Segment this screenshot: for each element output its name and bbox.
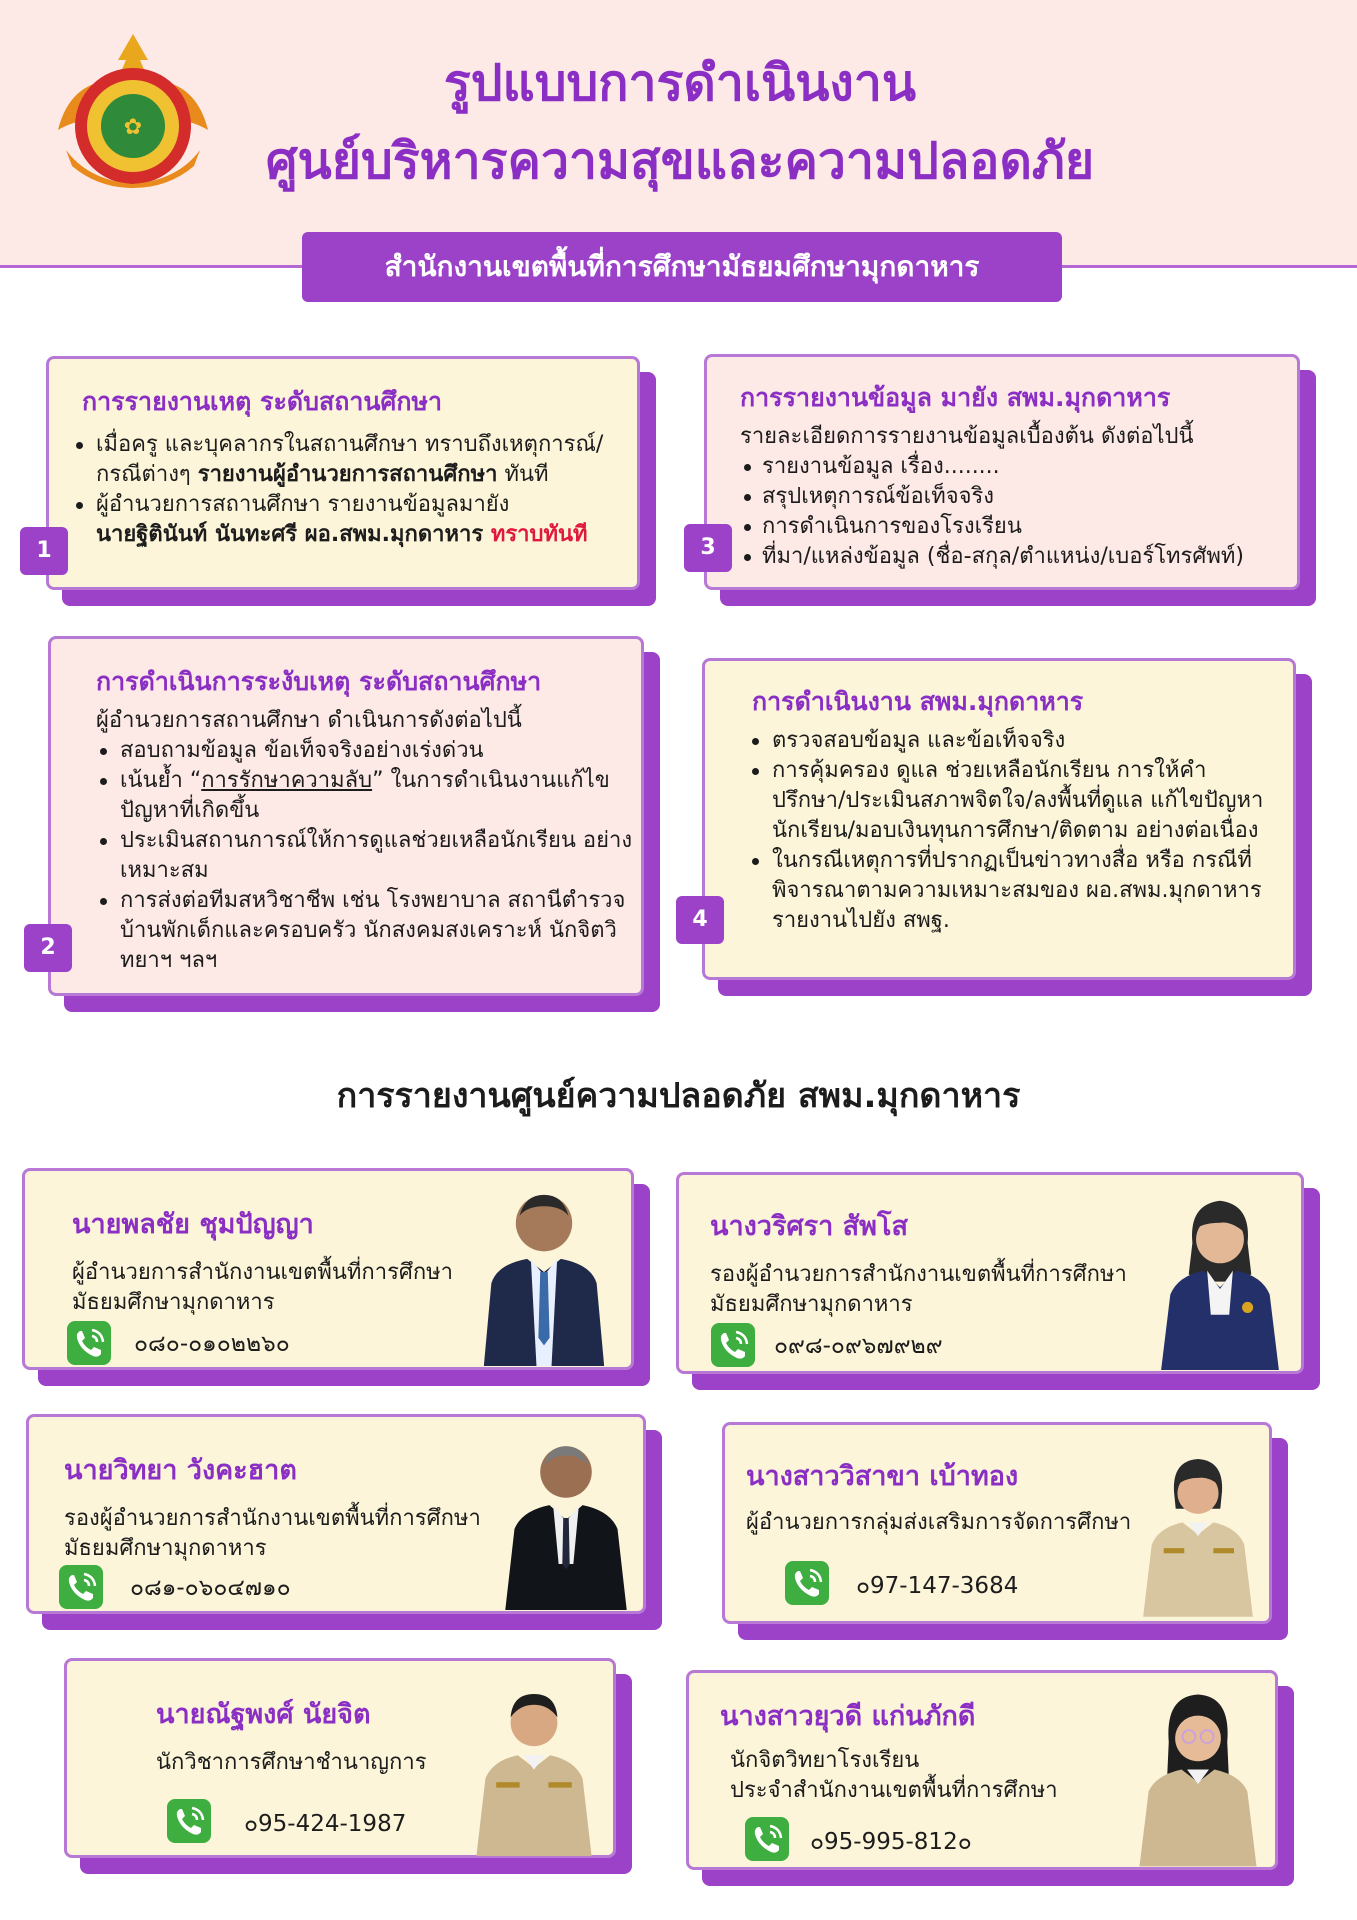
list-item: ที่มา/แหล่งข้อมูล (ชื่อ-สกุล/ตำแหน่ง/เบอร์โทรศัพท์) (740, 542, 1290, 572)
contact-phone: ๐๙๘-๐๙๖๗๙๒๙ (774, 1333, 943, 1359)
step-card-3 (704, 354, 1300, 590)
contact-phone: ๐95-424-1987 (244, 1811, 407, 1837)
list-item: สรุปเหตุการณ์ข้อเท็จจริง (740, 482, 1290, 512)
contact-role: รองผู้อำนวยการสำนักงานเขตพื้นที่การศึกษา มัธยมศึกษามุกดาหาร (710, 1262, 1127, 1317)
phone-icon (58, 1564, 104, 1610)
step-2-body: ผู้อำนวยการสถานศึกษา ดำเนินการดังต่อไปนี้ สอบถามข้อมูล ข้อเท็จจริงอย่างเร่งด่วน เน้นย้ำ “การรักษาความลับ” ในการดำเนินงานแก้ไข ปัญหาที่เกิดขึ้น ประเมินสถานการณ์ให้การดูแลช่วยเหลือนักเรียน อย่างเหมาะสม การส่งต่อทีมสหวิชาชีพ เช่น โรงพยาบาล สถานีตำรวจ บ้านพักเด็กและครอบครัว นักสงคมสงเคราะห์ นักจิตวิทยาฯ ฯลฯ (96, 706, 636, 976)
contact-phone: ๐95-995-812๐ (810, 1829, 972, 1855)
step-1-body (72, 430, 632, 550)
office-subtitle-banner: สำนักงานเขตพื้นที่การศึกษามัธยมศึกษามุกดาหาร (302, 232, 1062, 302)
step-2-number: 2 (24, 924, 72, 972)
step-4-number: 4 (676, 896, 724, 944)
contact-phone: ๐๘๑-๐๖๐๔๗๑๐ (130, 1575, 291, 1601)
contact-photo (474, 1178, 614, 1366)
list-item: รายงานข้อมูล เรื่อง........ (740, 452, 1290, 482)
contact-role: ผู้อำนวยการสำนักงานเขตพื้นที่การศึกษา มัธยมศึกษามุกดาหาร (72, 1260, 454, 1315)
page-title-line2: ศูนย์บริหารความสุขและความปลอดภัย (265, 132, 1095, 190)
step-3-number: 3 (684, 524, 732, 572)
contact-phone: ๐๘๐-๐๑๐๒๒๖๐ (134, 1331, 290, 1357)
contact-role: นักวิชาการศึกษาชำนาญการ (156, 1750, 427, 1775)
svg-text:✿: ✿ (123, 115, 143, 140)
phone-icon (166, 1798, 212, 1844)
contact-photo (1134, 1682, 1262, 1868)
contact-card-5 (64, 1658, 616, 1858)
step-3-body: รายละเอียดการรายงานข้อมูลเบื้องต้น ดังต่อไปนี้ รายงานข้อมูล เรื่อง........ สรุปเหตุการณ์ข้อเท็จจริง การดำเนินการของโรงเรียน ที่มา/แหล่งข้อมูล (ชื่อ-สกุล/ตำแหน่ง/เบอร์โทรศัพท์) (740, 422, 1290, 572)
contact-role: ผู้อำนวยการกลุ่มส่งเสริมการจัดการศึกษา (746, 1510, 1132, 1535)
page-title-line1: รูปแบบการดำเนินงาน (443, 54, 917, 112)
phone-icon (744, 1816, 790, 1862)
contact-card-3 (26, 1414, 646, 1614)
contact-role: รองผู้อำนวยการสำนักงานเขตพื้นที่การศึกษา มัธยมศึกษามุกดาหาร (64, 1506, 481, 1561)
list-item: เน้นย้ำ “การรักษาความลับ” ในการดำเนินงานแก้ไข ปัญหาที่เกิดขึ้น (96, 766, 636, 826)
contacts-heading: การรายงานศูนย์ความปลอดภัย สพม.มุกดาหาร (336, 1076, 1021, 1116)
contact-photo (1138, 1442, 1258, 1620)
list-item: การส่งต่อทีมสหวิชาชีพ เช่น โรงพยาบาล สถานีตำรวจ บ้านพักเด็กและครอบครัว นักสงคมสงเคราะห์ นักจิตวิทยาฯ ฯลฯ (96, 886, 636, 976)
list-item: การคุ้มครอง ดูแล ช่วยเหลือนักเรียน การให้คำปรึกษา/ประเมินสภาพจิตใจ/ลงพื้นที่ดูแล แก้ไขปัญหานักเรียน/มอบเงินทุนการศึกษา/ติดตาม อย่างต่อเนื่อง (748, 756, 1278, 846)
list-item: การดำเนินการของโรงเรียน (740, 512, 1290, 542)
contact-photo (470, 1676, 598, 1856)
step-card-1 (46, 356, 640, 590)
contact-name: นายณัฐพงศ์ นัยจิต (156, 1699, 371, 1730)
list-item: ตรวจสอบข้อมูล และข้อเท็จจริง (748, 726, 1278, 756)
phone-icon (66, 1320, 112, 1366)
step-card-4 (702, 658, 1296, 980)
step-1-title: การรายงานเหตุ ระดับสถานศึกษา (82, 387, 443, 416)
contact-name: นายวิทยา วังคะฮาต (64, 1455, 297, 1486)
list-item: ผู้อำนวยการสถานศึกษา รายงานข้อมูลมายัง นายฐิตินันท์ นันทะศรี ผอ.สพม.มุกดาหาร ทราบทันที (72, 490, 632, 550)
step-card-2 (48, 636, 644, 996)
contact-card-1 (22, 1168, 634, 1370)
contact-photo (1154, 1186, 1286, 1370)
contact-name: นางสาววิสาขา เบ้าทอง (746, 1461, 1019, 1492)
step-4-title: การดำเนินงาน สพม.มุกดาหาร (752, 687, 1084, 716)
list-item: ประเมินสถานการณ์ให้การดูแลช่วยเหลือนักเรียน อย่างเหมาะสม (96, 826, 636, 886)
contact-card-2 (676, 1172, 1304, 1374)
contact-phone: ๐97-147-3684 (856, 1573, 1019, 1599)
contact-card-4 (722, 1422, 1272, 1624)
contact-card-6 (686, 1670, 1278, 1870)
contact-photo (496, 1426, 636, 1610)
contact-role: นักจิตวิทยาโรงเรียน ประจำสำนักงานเขตพื้นที่การศึกษา (730, 1748, 1058, 1803)
contact-name: นางวริศรา สัพโส (710, 1211, 908, 1242)
phone-icon (710, 1322, 756, 1368)
step-2-title: การดำเนินการระงับเหตุ ระดับสถานศึกษา (96, 667, 542, 696)
list-item: ในกรณีเหตุการที่ปรากฏเป็นข่าวทางสื่อ หรือ กรณีที่ พิจารณาตามความเหมาะสมของ ผอ.สพม.มุกดาหาร รายงานไปยัง สพฐ. (748, 846, 1278, 936)
contact-name: นายพลชัย ชุมปัญญา (72, 1209, 314, 1240)
list-item: สอบถามข้อมูล ข้อเท็จจริงอย่างเร่งด่วน (96, 736, 636, 766)
step-4-body (748, 726, 1278, 936)
contact-name: นางสาวยุวดี แก่นภักดี (720, 1701, 976, 1732)
phone-icon (784, 1560, 830, 1606)
step-1-number: 1 (20, 527, 68, 575)
list-item: เมื่อครู และบุคลากรในสถานศึกษา ทราบถึงเหตุการณ์/ กรณีต่างๆ รายงานผู้อำนวยการสถานศึกษา ทันที (72, 430, 632, 490)
step-3-title: การรายงานข้อมูล มายัง สพม.มุกดาหาร (740, 383, 1171, 412)
